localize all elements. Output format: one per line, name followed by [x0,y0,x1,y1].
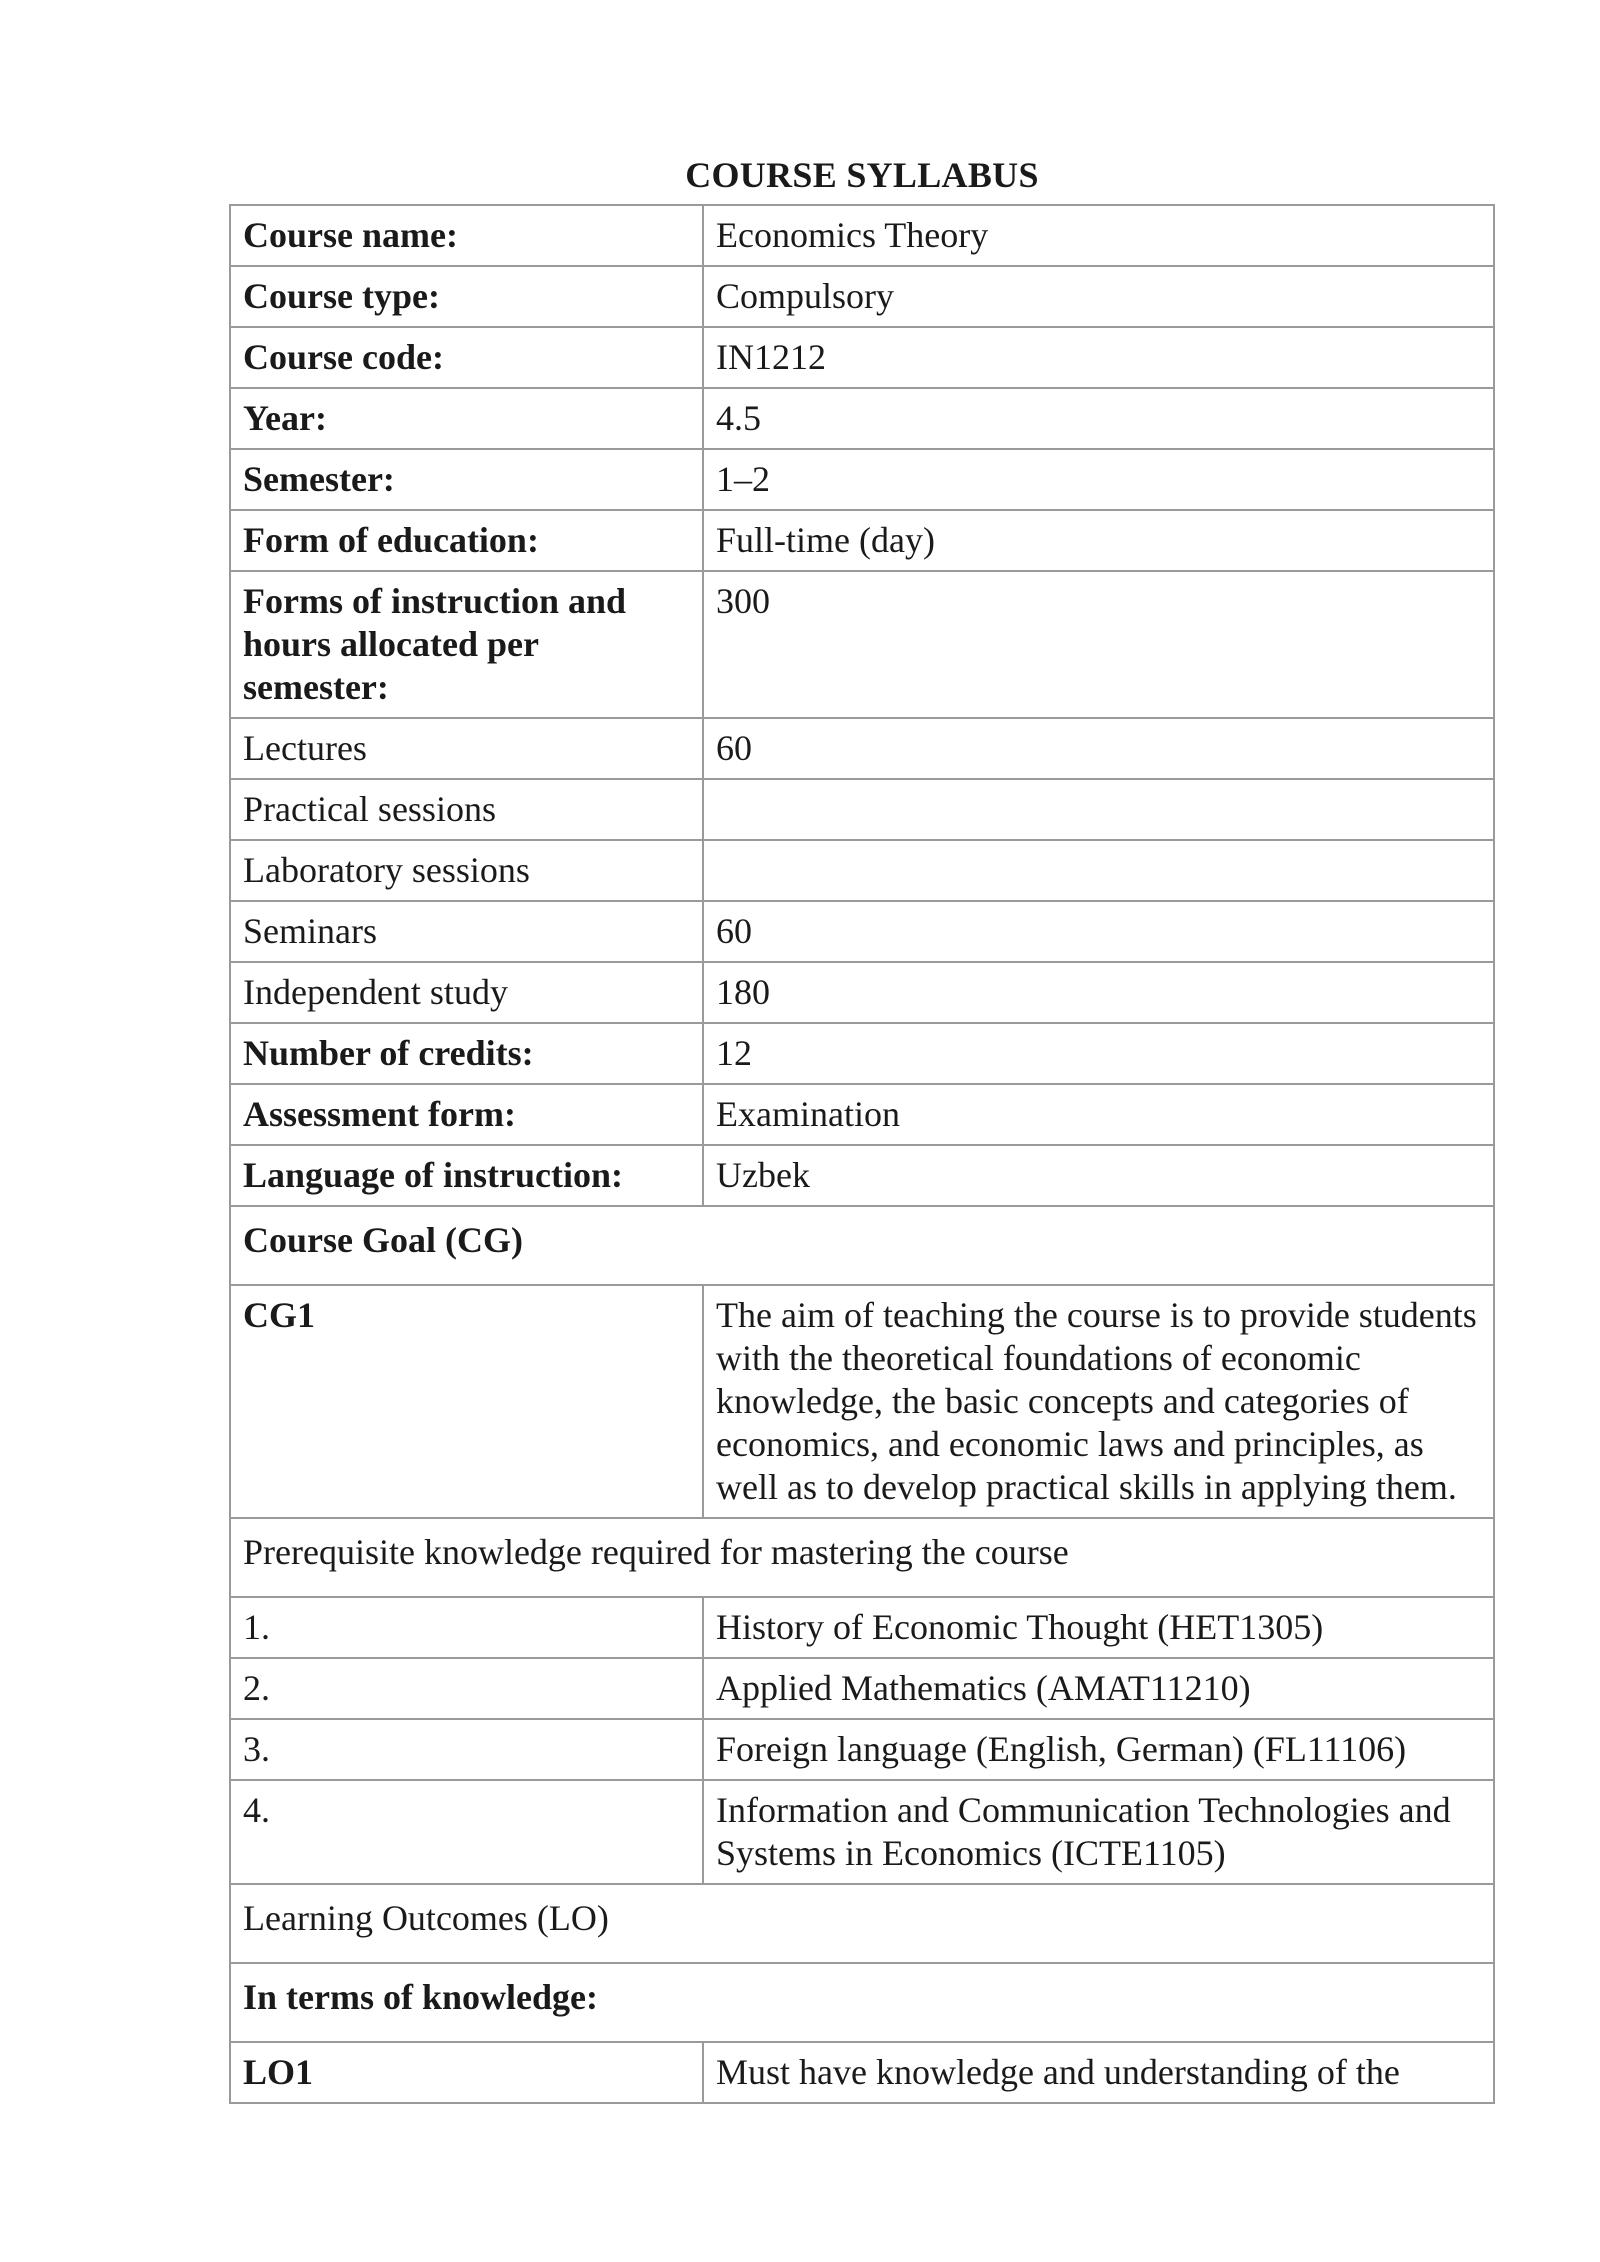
prerequisite-row [230,1658,1494,1719]
info-value: IN1212 [703,327,1494,388]
info-row [230,1023,1494,1084]
info-row [230,449,1494,510]
prerequisite-course: History of Economic Thought (HET1305) [703,1597,1494,1658]
prerequisite-number: 1. [230,1597,703,1658]
learning-outcomes-heading-row [230,1884,1494,1963]
info-row [230,205,1494,266]
learning-outcome-text: Must have knowledge and understanding of the [703,2042,1494,2103]
info-value: 1–2 [703,449,1494,510]
info-row [230,266,1494,327]
info-value: 12 [703,1023,1494,1084]
info-value [703,779,1494,840]
info-value: 60 [703,901,1494,962]
learning-outcome-id: LO1 [230,2042,703,2103]
course-goal-id: CG1 [230,1285,703,1518]
knowledge-subheading-row [230,1963,1494,2042]
info-value: Examination [703,1084,1494,1145]
info-value: 300 [703,571,1494,718]
info-row [230,718,1494,779]
knowledge-subheading: In terms of knowledge: [230,1963,1494,2042]
info-row [230,779,1494,840]
learning-outcomes-heading: Learning Outcomes (LO) [230,1884,1494,1963]
info-label: Course name: [230,205,703,266]
info-label: Independent study [230,962,703,1023]
prerequisite-number: 2. [230,1658,703,1719]
info-row [230,1084,1494,1145]
info-row [230,510,1494,571]
prerequisite-row [230,1597,1494,1658]
course-goal-text: The aim of teaching the course is to provide students with the theoretical foundations of economic knowledge, the basic concepts and categories of economics, and economic laws and principles, as well as to develop practical skills in applying them. [703,1285,1494,1518]
info-row [230,388,1494,449]
info-label: Number of credits: [230,1023,703,1084]
info-value: Full-time (day) [703,510,1494,571]
info-label: Lectures [230,718,703,779]
info-label: Course type: [230,266,703,327]
info-label: Practical sessions [230,779,703,840]
info-row [230,327,1494,388]
info-value: Uzbek [703,1145,1494,1206]
info-value: 4.5 [703,388,1494,449]
info-label: Semester: [230,449,703,510]
info-label: Year: [230,388,703,449]
info-value [703,840,1494,901]
info-label: Form of education: [230,510,703,571]
prerequisite-number: 4. [230,1780,703,1884]
prerequisite-course: Information and Communication Technologies and Systems in Economics (ICTE1105) [703,1780,1494,1884]
info-label: Laboratory sessions [230,840,703,901]
info-value: Economics Theory [703,205,1494,266]
info-value: 60 [703,718,1494,779]
info-row [230,901,1494,962]
info-label: Forms of instruction and hours allocated per semester: [230,571,703,718]
prerequisite-course: Foreign language (English, German) (FL11106) [703,1719,1494,1780]
prerequisites-heading-row [230,1518,1494,1597]
info-label: Seminars [230,901,703,962]
info-label: Language of instruction: [230,1145,703,1206]
info-row [230,962,1494,1023]
syllabus-table-body [230,205,1494,2103]
info-label: Assessment form: [230,1084,703,1145]
learning-outcome-row [230,2042,1494,2103]
prerequisite-row [230,1780,1494,1884]
info-value: Compulsory [703,266,1494,327]
info-row [230,1145,1494,1206]
info-row [230,571,1494,718]
prerequisite-course: Applied Mathematics (AMAT11210) [703,1658,1494,1719]
prerequisite-row [230,1719,1494,1780]
page-title: COURSE SYLLABUS [685,155,1039,195]
info-row [230,840,1494,901]
course-goal-heading-row [230,1206,1494,1285]
info-label: Course code: [230,327,703,388]
prerequisites-heading: Prerequisite knowledge required for mastering the course [230,1518,1494,1597]
info-value: 180 [703,962,1494,1023]
course-goal-row [230,1285,1494,1518]
syllabus-table [229,204,1495,2104]
prerequisite-number: 3. [230,1719,703,1780]
course-goal-heading: Course Goal (CG) [230,1206,1494,1285]
